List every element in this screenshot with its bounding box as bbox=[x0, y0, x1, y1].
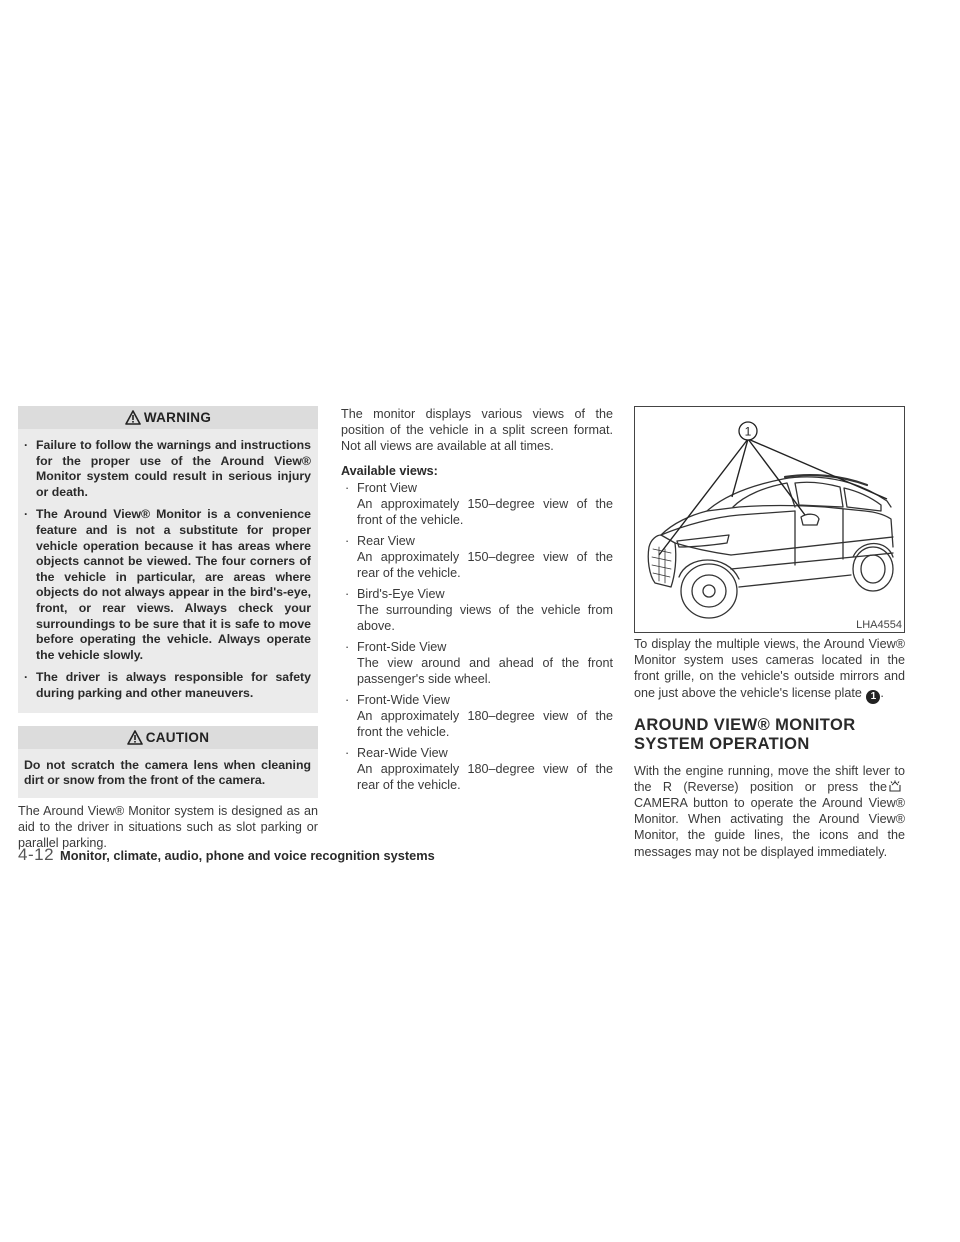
view-description: An approximately 180–degree view of the front the vehicle. bbox=[357, 708, 613, 739]
warning-title: WARNING bbox=[143, 410, 212, 425]
warning-body bbox=[18, 429, 318, 713]
left-column bbox=[18, 406, 318, 851]
view-name: Front View bbox=[357, 480, 417, 495]
views-intro-paragraph: The monitor displays various views of the position of the vehicle in a split screen format. Not all views are available at all times. bbox=[341, 407, 613, 454]
view-name: Rear-Wide View bbox=[357, 745, 448, 760]
list-item: · Front View An approximately 150–degree view of the front of the vehicle. bbox=[345, 480, 613, 527]
view-description: An approximately 150–degree view of the front of the vehicle. bbox=[357, 496, 613, 527]
list-item: · Rear View An approximately 150–degree view of the rear of the vehicle. bbox=[345, 533, 613, 580]
caution-text: Do not scratch the camera lens when cleaning dirt or snow from the front of the camera. bbox=[24, 757, 311, 788]
vehicle-illustration bbox=[635, 407, 904, 632]
callout-marker: 1 bbox=[866, 690, 880, 704]
available-views-heading: Available views: bbox=[341, 463, 438, 478]
intro-paragraph: The Around View® Monitor system is designed as an aid to the driver in situations such as slot parking or parallel parking. bbox=[18, 803, 318, 851]
caution-title-bar bbox=[18, 726, 318, 749]
right-column bbox=[634, 406, 905, 860]
view-name: Front-Wide View bbox=[357, 692, 450, 707]
list-item: · Bird's-Eye View The surrounding views of the vehicle from above. bbox=[345, 586, 613, 633]
view-description: An approximately 150–degree view of the rear of the vehicle. bbox=[357, 549, 613, 580]
view-name: Front-Side View bbox=[357, 639, 447, 654]
views-list bbox=[341, 480, 613, 793]
section-heading: AROUND VIEW® MONITOR SYSTEM OPERATION bbox=[634, 715, 856, 753]
warning-item: · Failure to follow the warnings and instructions for the proper use of the Around View® Monitor system could result in serious injury or death. bbox=[24, 438, 311, 499]
figure-callout: 1 bbox=[744, 424, 752, 439]
list-item: · Front-Wide View An approximately 180–degree view of the front the vehicle. bbox=[345, 692, 613, 739]
caution-body bbox=[18, 749, 318, 798]
view-name: Bird's-Eye View bbox=[357, 586, 445, 601]
figure-code: LHA4554 bbox=[856, 619, 902, 631]
camera-button-icon bbox=[888, 780, 902, 792]
view-description: The view around and ahead of the front passenger's side wheel. bbox=[357, 655, 613, 686]
warning-title-bar bbox=[18, 406, 318, 429]
display-paragraph: To display the multiple views, the Around View® Monitor system uses cameras located in the front grille, on the vehicle's outside mirrors and one just above the vehicle's license plate 1 . bbox=[634, 637, 905, 702]
operation-paragraph: With the engine running, move the shift lever to the R (Reverse) position or press theCAMERA button to operate the Around View® Monitor. When activating the Around View® Monitor, the guide lines, the icons and the messages may not be displayed immediately. bbox=[634, 763, 905, 859]
warning-triangle-icon bbox=[125, 410, 141, 425]
view-description: An approximately 180–degree view of the rear of the vehicle. bbox=[357, 761, 613, 792]
warning-item: · The driver is always responsible for safety during parking and other maneuvers. bbox=[24, 670, 311, 700]
warning-item: · The Around View® Monitor is a convenience feature and is not a substitute for proper vehicle operation because it has areas where objects cannot be viewed. The four corners of the vehicle in particular, are areas where objects do not always appear in the bird's-eye, front, or rear views. Always check your surroundings to be sure that it is safe to move before operating the vehicle. Always operate the vehicle slowly. bbox=[24, 507, 311, 662]
camera-locations-figure bbox=[634, 406, 905, 633]
page-number: 4-12 bbox=[18, 845, 55, 864]
warning-box bbox=[18, 406, 318, 713]
middle-column bbox=[341, 406, 613, 793]
list-item: · Front-Side View The view around and ahead of the front passenger's side wheel. bbox=[345, 639, 613, 686]
page-footer bbox=[18, 845, 435, 865]
view-description: The surrounding views of the vehicle from above. bbox=[357, 602, 613, 633]
caution-triangle-icon bbox=[127, 730, 143, 745]
view-name: Rear View bbox=[357, 533, 415, 548]
list-item: · Rear-Wide View An approximately 180–degree view of the rear of the vehicle. bbox=[345, 745, 613, 792]
chapter-title: Monitor, climate, audio, phone and voice recognition systems bbox=[60, 848, 435, 863]
caution-title: CAUTION bbox=[145, 729, 210, 745]
caution-box bbox=[18, 726, 318, 798]
